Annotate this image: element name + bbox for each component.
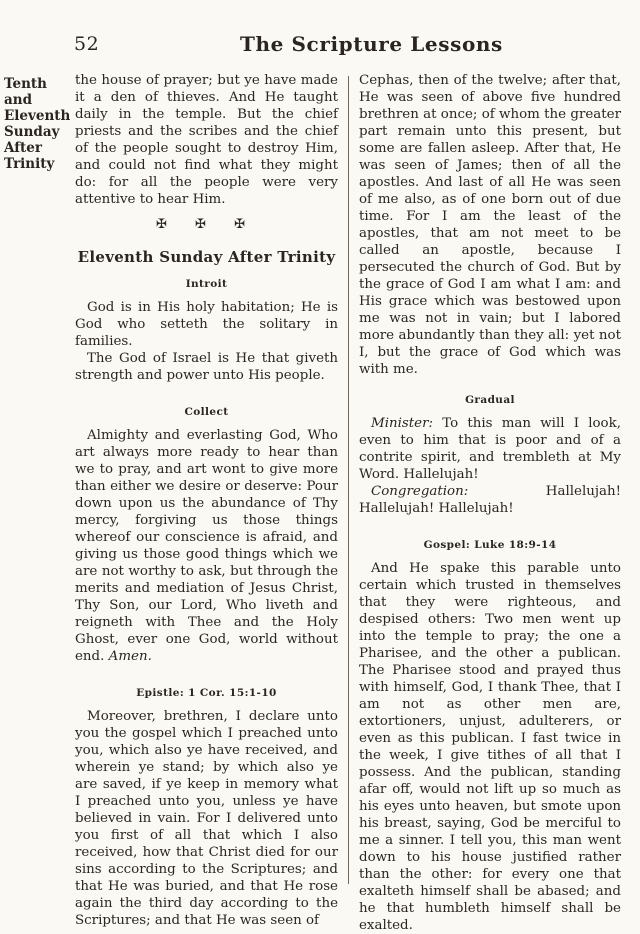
left-column (75, 72, 338, 929)
gospel-heading: Gospel: Luke 18:9-14 (423, 539, 557, 551)
congregation-text: Hallelujah! Hallelujah! Hallelujah! (359, 484, 621, 516)
gradual-minister-paragraph (359, 415, 621, 483)
gradual-heading: Gradual (465, 394, 515, 406)
epistle-paragraph: Moreover, brethren, I declare unto you the gospel which I preached unto you, which also ye have received, and wherein ye stand; by which also ye are saved, if ye keep in memory what I preached unto you, unless ye have believed in vain. For I delivered unto you first of all that which I also received, how that Christ died for our sins according to the Scriptures; and that He was buried, and that He rose again the third day according to the Scriptures; and that He was seen of (75, 709, 338, 928)
collect-text: Almighty and everlasting God, Who art always more ready to hear than we to pray, and art wont to give more than either we desire or deserve: Pour down upon us the abundance of Thy mercy, forgiving us those things whereof our conscience is afraid, and giving us those good things which we are not worthy to ask, but through the merits and mediation of Jesus Christ, Thy Son, our Lord, Who liveth and reigneth with Thee and the Holy Ghost, ever one God, world without end. (75, 428, 338, 664)
section-title: Eleventh Sunday After Trinity (77, 248, 336, 266)
margin-note-line: Eleventh (4, 108, 71, 124)
introit-heading: Introit (185, 278, 228, 290)
margin-note (4, 76, 71, 172)
page-number: 52 (74, 33, 100, 55)
right-column (359, 72, 621, 934)
gradual-congregation-paragraph (359, 483, 621, 517)
fleurons-ornament: ✠ ✠ ✠ (156, 217, 257, 232)
gospel-continuation-paragraph: the house of prayer; but ye have made it a den of thieves. And He taught daily in the temple. But the chief priests and the scribes and the chief of the people sought to destroy Him, and could not find what they might do: for all the people were very attentive to hear Him. (75, 73, 338, 207)
margin-note-line: Sunday (4, 124, 60, 140)
introit-paragraph: The God of Israel is He that giveth strength and power unto His people. (75, 351, 338, 383)
introit-paragraph: God is in His holy habitation; He is God who setteth the solitary in families. (75, 300, 338, 349)
collect-paragraph (75, 427, 338, 665)
epistle-heading: Epistle: 1 Cor. 15:1-10 (136, 687, 277, 699)
running-head-title: The Scripture Lessons (240, 32, 503, 56)
margin-note-line: and (4, 92, 33, 108)
gospel-paragraph: And He spake this parable unto certain which trusted in themselves that they were righteous, and despised others: Two men went up into the temple to pray; the one a Pharisee, and the other a publican. The Pharisee stood and prayed thus with himself, God, I thank Thee, that I am not as other men are, extortioners, unjust, adulterers, or even as this publican. I fast twice in the week, I give tithes of all that I possess. And the publican, standing afar off, would not lift up so much as his eyes unto heaven, but smote upon his breast, saying, God be merciful to me a sinner. I tell you, this man went down to his house justified rather than the other: for every one that exalteth himself shall be abased; and he that humbleth himself shall be exalted. (359, 561, 621, 933)
column-divider (348, 76, 349, 884)
minister-label: Minister: (371, 416, 433, 431)
congregation-label: Congregation: (371, 484, 469, 499)
margin-note-line: Tenth (4, 76, 47, 92)
margin-note-line: Trinity (4, 156, 55, 172)
minister-text: To this man will I look, even to him that is poor and of a contrite spirit, and trembleth at My Word. Hallelujah! (359, 416, 621, 482)
collect-amen: Amen. (108, 649, 152, 664)
epistle-continuation-paragraph: Cephas, then of the twelve; after that, He was seen of above five hundred brethren at once; of whom the greater part remain unto this present, but some are fallen asleep. After that, He was seen of James; then of all the apostles. And last of all He was seen of me also, as of one born out of due time. For I am the least of the apostles, that am not meet to be called an apostle, because I persecuted the church of God. But by the grace of God I am what I am: and His grace which was bestowed upon me was not in vain; but I labored more abundantly than they all: yet not I, but the grace of God which was with me. (359, 73, 621, 377)
margin-note-line: After (4, 140, 42, 156)
collect-heading: Collect (184, 406, 229, 418)
